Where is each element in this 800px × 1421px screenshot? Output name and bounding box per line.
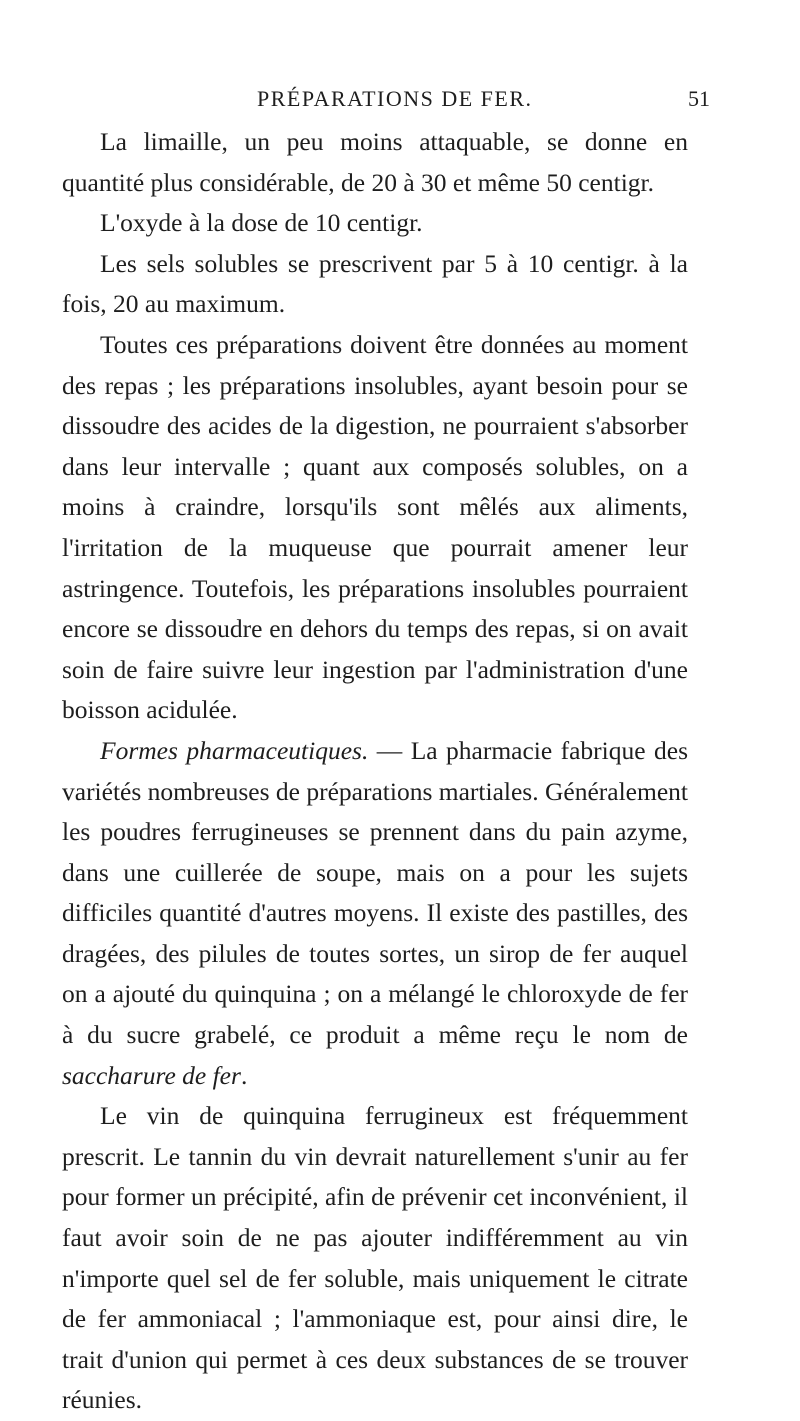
section-heading-formes: Formes pharmaceutiques. bbox=[100, 735, 369, 765]
term-saccharure: saccharure de fer bbox=[62, 1060, 241, 1090]
formes-text: — La pharmacie fabrique des variétés nombreuses de préparations martiales. Généralement les poudres ferrugineuses se prennent dans du pain azyme, dans une cuillerée de soupe, mais on a pour les sujets difficiles quantité d'autres moyens. Il existe des pastilles, des dragées, des pilules de toutes sortes, un sirop de fer auquel on a ajouté du quinquina ; on a mélangé le chloroxyde de fer à du sucre grabelé, ce produit a même reçu le nom de bbox=[62, 735, 688, 1050]
formes-text-end: . bbox=[240, 1060, 248, 1090]
running-title: PRÉPARATIONS DE FER. bbox=[257, 86, 533, 111]
running-head bbox=[62, 86, 710, 116]
paragraph-formes-pharmaceutiques bbox=[62, 731, 688, 1096]
paragraph-oxyde: L'oxyde à la dose de 10 centigr. bbox=[100, 208, 423, 238]
body-text bbox=[62, 122, 688, 1421]
paragraph-repas: Toutes ces préparations doivent être données au moment des repas ; les préparations insolubles, ayant besoin pour se dissoudre des acides de la digestion, ne pourraient s'absorber dans leur intervalle ; quant aux composés solubles, on a moins à craindre, lorsqu'ils sont mêlés aux aliments, l'irritation de la muqueuse que pourrait amener leur astringence. Toutefois, les préparations insolubles pourraient encore se dissoudre en dehors du temps des repas, si on avait soin de faire suivre leur ingestion par l'administration d'une boisson acidulée. bbox=[62, 329, 688, 725]
page-number: 51 bbox=[688, 86, 710, 111]
paragraph-vin-quinquina: Le vin de quinquina ferrugineux est fréquemment prescrit. Le tannin du vin devrait naturellement s'unir au fer pour former un précipité, afin de prévenir cet inconvénient, il faut avoir soin de ne pas ajouter indifféremment au vin n'importe quel sel de fer soluble, mais uniquement le citrate de fer ammoniacal ; l'ammoniaque est, pour ainsi dire, le trait d'union qui permet à ces deux substances de se trouver réunies. bbox=[62, 1101, 688, 1415]
paragraph-sels-solubles: Les sels solubles se prescrivent par 5 à 10 centigr. à la fois, 20 au maximum. bbox=[62, 248, 688, 319]
paragraph-limaille: La limaille, un peu moins attaquable, se donne en quantité plus considérable, de 20 à 30 et même 50 centigr. bbox=[62, 127, 688, 197]
